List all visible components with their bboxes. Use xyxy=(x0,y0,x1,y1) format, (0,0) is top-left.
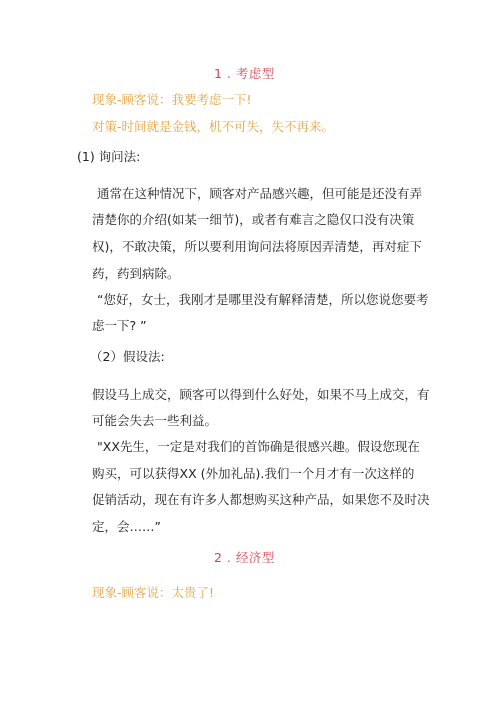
section-1-title: 1 . 考虑型 xyxy=(214,66,275,81)
method-2-quote-line-1: "XX先生，一定是对我们的首饰确是很感兴趣。假设您现在 xyxy=(97,439,420,454)
section-1-phenomenon: 现象-顾客说：我要考虑一下! xyxy=(92,92,252,107)
method-2-quote-line-4: 定，会……” xyxy=(92,519,161,534)
method-2-quote-line-2: 购买，可以获得XX (外加礼品).我们一个月才有一次这样的 xyxy=(92,466,415,481)
method-2-paragraph-line-2: 可能会失去一些利益。 xyxy=(92,413,218,428)
method-2-paragraph-line-1: 假设马上成交，顾客可以得到什么好处，如果不马上成交，有 xyxy=(92,387,430,402)
method-1-paragraph-line-4: 药，药到病除。 xyxy=(92,266,180,281)
method-2-label: （2）假设法: xyxy=(90,349,165,364)
method-1-paragraph-line-2: 清楚你的介绍(如某一细节)，或者有难言之隐仅口没有决策 xyxy=(92,212,415,227)
method-1-paragraph-line-1: 通常在这种情况下，顾客对产品感兴趣，但可能是还没有弄 xyxy=(97,186,423,201)
section-1-strategy: 对策-时间就是金钱，机不可失，失不再来。 xyxy=(92,119,335,134)
method-1-quote-line-2: 虑一下? ” xyxy=(92,318,147,333)
method-1-label: (1) 询问法: xyxy=(77,149,141,164)
section-2-title: 2 . 经济型 xyxy=(214,550,275,565)
method-1-quote-line-1: “您好，女士，我刚才是哪里没有解释清楚，所以您说您要考 xyxy=(97,292,429,307)
section-2-phenomenon: 现象-顾客说：太贵了! xyxy=(92,585,215,600)
method-2-quote-line-3: 促销活动，现在有许多人都想购买这种产品，如果您不及时决 xyxy=(92,492,430,507)
method-1-paragraph-line-3: 权)，不敢决策，所以要利用询问法将原因弄清楚，再对症下 xyxy=(92,239,422,254)
